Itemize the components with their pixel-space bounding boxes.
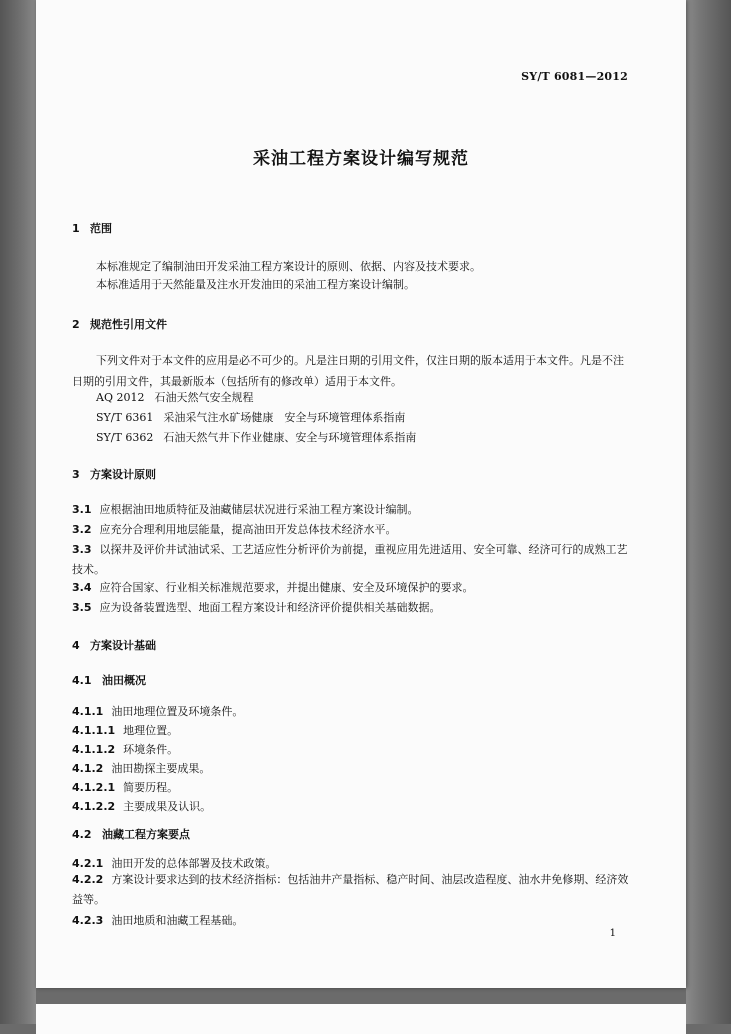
clause-number: 3.4 — [72, 581, 92, 594]
clause-number: 4.1.1.2 — [72, 743, 116, 756]
clause-item — [72, 520, 632, 540]
clause-number: 3.2 — [72, 523, 92, 536]
section-4-heading — [72, 637, 156, 653]
reference-code: SY/T 6361 — [96, 411, 154, 424]
clause-number: 4.1.1 — [72, 705, 104, 718]
section-title: 方案设计基础 — [90, 639, 156, 652]
clause-item — [72, 779, 178, 795]
clause-item — [72, 870, 632, 910]
clause-item — [72, 703, 243, 719]
clause-number: 4.2.1 — [72, 857, 104, 870]
section-1-para-1: 本标准规定了编制油田开发采油工程方案设计的原则、依据、内容及技术要求。 — [96, 260, 481, 273]
clause-item — [72, 741, 178, 757]
document-page — [36, 0, 686, 988]
clause-number: 4.1.2.1 — [72, 781, 116, 794]
reference-code: AQ 2012 — [96, 391, 145, 404]
clause-item — [72, 722, 178, 738]
reference-item — [96, 409, 405, 425]
subsection-number: 4.2 — [72, 828, 92, 841]
viewer-background-right — [686, 0, 731, 1024]
document-title: 采油工程方案设计编写规范 — [253, 149, 469, 169]
clause-text: 简要历程。 — [123, 781, 179, 794]
clause-number: 4.2.2 — [72, 873, 104, 886]
subsection-number: 4.1 — [72, 674, 92, 687]
clause-text: 应充分合理利用地层能量，提高油田开发总体技术经济水平。 — [99, 523, 397, 536]
section-number: 2 — [72, 318, 80, 331]
clause-text: 应根据油田地质特征及油藏储层状况进行采油工程方案设计编制。 — [99, 503, 419, 516]
section-1-para-2: 本标准适用于天然能量及注水开发油田的采油工程方案设计编制。 — [96, 278, 415, 291]
section-title: 规范性引用文件 — [90, 318, 167, 331]
clause-number: 4.1.1.1 — [72, 724, 116, 737]
reference-name: 石油天然气井下作业健康、安全与环境管理体系指南 — [163, 431, 417, 444]
clause-number: 4.2.3 — [72, 914, 104, 927]
clause-text: 以探井及评价井试油试采、工艺适应性分析评价为前提，重视应用先进适用、安全可靠、经济可行的成熟工艺技术。 — [72, 543, 628, 576]
clause-item — [72, 540, 632, 580]
clause-item — [72, 760, 210, 776]
clause-number: 4.1.2.2 — [72, 800, 116, 813]
clause-item — [72, 500, 632, 520]
reference-name: 石油天然气安全规程 — [154, 391, 254, 404]
clause-number: 3.3 — [72, 543, 92, 556]
clause-number: 4.1.2 — [72, 762, 104, 775]
section-1-heading — [72, 220, 112, 236]
section-number: 3 — [72, 468, 80, 481]
reference-name: 采油采气注水矿场健康 安全与环境管理体系指南 — [163, 411, 406, 424]
subsection-title: 油藏工程方案要点 — [102, 828, 190, 841]
clause-item — [72, 578, 632, 598]
section-title: 方案设计原则 — [90, 468, 156, 481]
section-2-heading — [72, 316, 167, 332]
section-title: 范围 — [90, 222, 112, 235]
subsection-4-1-heading — [72, 672, 146, 688]
clause-item — [72, 598, 632, 618]
reference-item — [96, 389, 253, 405]
clause-item — [72, 855, 276, 871]
clause-item — [72, 912, 243, 928]
standard-number: SY/T 6081—2012 — [521, 70, 628, 83]
clause-text: 油田勘探主要成果。 — [111, 762, 211, 775]
reference-code: SY/T 6362 — [96, 431, 154, 444]
clause-text: 环境条件。 — [123, 743, 179, 756]
clause-number: 3.1 — [72, 503, 92, 516]
clause-text: 应符合国家、行业相关标准规范要求，并提出健康、安全及环境保护的要求。 — [99, 581, 474, 594]
clause-number: 3.5 — [72, 601, 92, 614]
clause-text: 油田地质和油藏工程基础。 — [111, 914, 244, 927]
clause-text: 地理位置。 — [123, 724, 179, 737]
page-number: 1 — [609, 928, 616, 939]
next-page-edge — [36, 1004, 686, 1034]
section-2-intro: 下列文件对于本文件的应用是必不可少的。凡是注日期的引用文件，仅注日期的版本适用于本文件。凡是不注日期的引用文件，其最新版本（包括所有的修改单）适用于本文件。 — [72, 354, 624, 388]
section-number: 4 — [72, 639, 80, 652]
clause-item — [72, 798, 211, 814]
section-3-heading — [72, 466, 156, 482]
clause-text: 油田地理位置及环境条件。 — [111, 705, 244, 718]
clause-text: 主要成果及认识。 — [123, 800, 212, 813]
clause-text: 方案设计要求达到的技术经济指标：包括油井产量指标、稳产时间、油层改造程度、油水井免修期、经济效益等。 — [72, 873, 629, 906]
reference-item — [96, 429, 416, 445]
clause-text: 应为设备装置选型、地面工程方案设计和经济评价提供相关基础数据。 — [99, 601, 441, 614]
subsection-4-2-heading — [72, 826, 190, 842]
section-number: 1 — [72, 222, 80, 235]
clause-text: 油田开发的总体部署及技术政策。 — [111, 857, 277, 870]
subsection-title: 油田概况 — [102, 674, 146, 687]
viewer-background-left — [0, 0, 36, 1024]
